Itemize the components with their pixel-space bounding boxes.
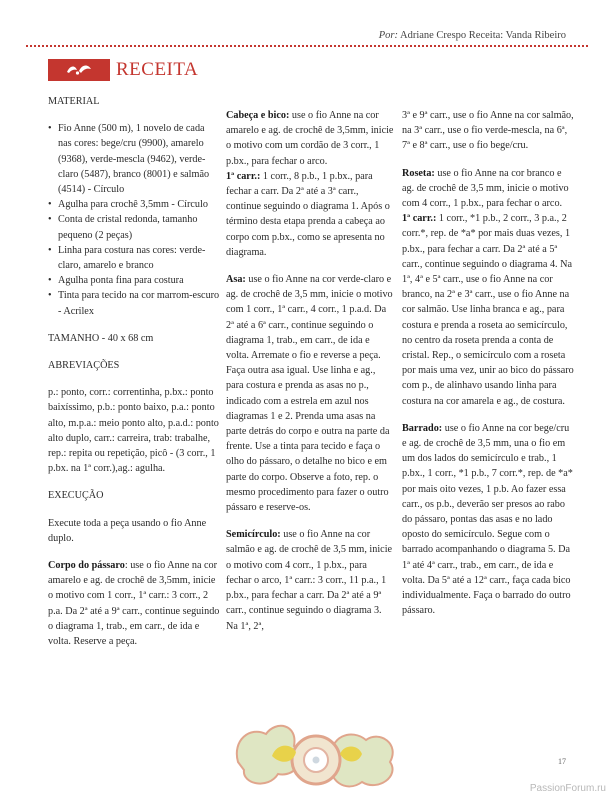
roseta-carr-label: 1ª carr.: <box>402 213 437 225</box>
list-item: • Conta de cristal redonda, tamanho pequeno (2 peças) <box>48 212 220 242</box>
abreviacoes-text: p.: ponto, corr.: correntinha, p.bx.: ponto baixíssimo, p.b.: ponto baixo, p.a.: ponto alto, m.p.a.: meio ponto alto, p.a.d.: ponto alto duplo, carr.: carreira, trab: trabalhe, rep.: repita ou repetição, picô - (3 corr., 1 p.bx. na 1ª corr.),ag.: agulha. <box>48 387 219 475</box>
column-3 <box>402 108 574 631</box>
asa-text: use o fio Anne na cor verde-claro e ag. de crochê de 3,5 mm, inicie o motivo com 1 corr., 1ª carr., 4 corr., 1 p.a.d. Da 2ª até a 6ª carr., continue seguindo o diagrama 1, trab., em carr., de ida e volta. Arremate o fio e reverse a peça. Faça outra asa igual. Use linha e ag., para costura e prenda as asas no p., indicado com a estrela em azul nos diagramas 1 e 2. Prenda uma asas na parte detrás do corpo e outra na parte da frente. Use a tinta para tecido e faça o olho do pássaro, o detalhe no bico e em parte do corpo. Observe a foto, rep. o mesmo procedimento para fazer o outro pássaro e reserve-os. <box>226 274 393 514</box>
cabeca-paragraph <box>226 108 394 260</box>
roseta-text: use o fio Anne na cor branco e ag. de crochê de 3,5 mm, inicie o motivo com 4 corr., 1 p.bx., para fechar o arco. <box>402 167 569 210</box>
column-2 <box>226 108 394 646</box>
corpo-paragraph <box>48 558 220 649</box>
roseta-paragraph <box>402 166 574 409</box>
continuation-text: 3ª e 9ª carr., use o fio Anne na cor salmão, na 3ª carr., use o fio verde-mescla, na 6ª, 7ª e 8ª carr., use o fio bege/cru. <box>402 110 574 152</box>
column-1 <box>48 94 220 661</box>
materials-list <box>48 121 220 319</box>
header-credits: Adriane Crespo Receita: Vanda Ribeiro <box>399 30 566 41</box>
page-number: 17 <box>558 757 566 766</box>
corpo-text: : use o fio Anne na cor amarelo e ag. de crochê de 3,5mm, inicie o motivo com 1 corr., 1ª carr.: 3 corr., 2 p.a. Da 2ª até a 9ª carr., continue seguindo o diagrama 1, trab., em carr., de ida e volta. Reserve a peça. <box>48 560 220 648</box>
list-item: • Tinta para tecido na cor marrom-escuro - Acrilex <box>48 288 220 318</box>
semicirculo-text: use o fio Anne na cor salmão e ag. de crochê de 3,5 mm, inicie o motivo com 4 corr., 1 p.bx., para fechar o arco, 1ª carr.: 3 corr., 11 p.a., 1 p.bx., para fechar a carr. Da 2ª até a 9ª carr., continue seguindo o diagrama 3. Na 1ª, 2ª, <box>226 529 393 632</box>
section-heading <box>48 58 198 82</box>
header-by-label: Por: <box>378 30 398 41</box>
list-item: • Agulha para crochê 3,5mm - Círculo <box>48 197 220 212</box>
execucao-heading: EXECUÇÃO <box>48 490 104 502</box>
semicirculo-paragraph <box>226 527 394 633</box>
cabeca-carr-label: 1ª carr.: <box>226 170 261 182</box>
material-heading: MATERIAL <box>48 96 100 107</box>
execucao-text: Execute toda a peça usando o fio Anne duplo. <box>48 517 207 544</box>
asa-paragraph <box>226 272 394 515</box>
semicirculo-label: Semicírculo: <box>226 529 281 541</box>
tamanho-text: TAMANHO - 40 x 68 cm <box>48 332 154 344</box>
page-header <box>379 30 566 41</box>
section-bar <box>48 59 110 81</box>
crochet-circle-center <box>292 736 340 784</box>
header-divider <box>26 45 588 47</box>
abreviacoes-heading: ABREVIAÇÕES <box>48 360 120 372</box>
crochet-photo <box>228 700 404 800</box>
list-item: • Fio Anne (500 m), 1 novelo de cada nas cores: bege/cru (9900), amarelo (9368), verde-mescla (9462), verde-claro (5487), branco (8001) e salmão (4514) - Círculo <box>48 121 220 197</box>
list-item: • Linha para costura nas cores: verde-claro, amarelo e branco <box>48 243 220 273</box>
corpo-label: Corpo do pássaro <box>48 560 125 572</box>
barrado-text: use o fio Anne na cor bege/cru e ag. de crochê de 3,5 mm, una o fio em um dos lados do semicírculo e trab., 1 p.bx., 1 corr., *1 p.b., 7 corr.*, rep. de *a* por mais oito vezes, 1 p.b. Ao fazer essa carr., os p.b., deverão ser presos ao rabo do pássaro, pontas das asas e no lado oposto do semicírculo. Segue com o barrado acompanhando o diagrama 5. Da 1ª até 4ª carr., trab., em carr., de ida e volta. Da 5ª até a 12ª carr., faça cada bico individualmente. Faça o barrado do outro pássaro. <box>402 422 573 617</box>
list-item: • Agulha ponta fina para costura <box>48 273 220 288</box>
roseta-label: Roseta: <box>402 167 435 179</box>
birds-logo-icon <box>64 63 94 77</box>
barrado-label: Barrado: <box>402 422 443 434</box>
watermark: PassionForum.ru <box>529 783 606 794</box>
cabeca-text: use o fio Anne na cor amarelo e ag. de crochê de 3,5mm, inicie o motivo com um cordão de 3 corr., 1 p.bx., para fechar o arco. <box>226 110 394 167</box>
roseta-carr-text: 1 corr., *1 p.b., 2 corr., 3 p.a., 2 corr.*, rep. de *a* por mais duas vezes, 1 p.bx., para fechar a carr. Da 2ª até a 5ª carr., continue seguindo o diagrama 4. Na 1ª, 4ª e 5ª carr., use o fio Anne na cor branco, na 2ª e 3ª carr., use o fio Anne na cor salmão. Use linha branca e ag., para costura e prenda a roseta ao semicírculo, no centro da roseta prenda a conta de cristal. Rep., o semicírculo com a roseta por mais uma vez, unir ao bico do pássaro com p., de alinhavo usando linha para costura na cor amarela e ag., de costura. <box>402 213 574 407</box>
cabeca-label: Cabeça e bico: <box>226 110 290 121</box>
asa-label: Asa: <box>226 274 246 286</box>
cabeca-carr-text: 1 corr., 8 p.b., 1 p.bx., para fechar a carr. Da 2ª até a 3ª carr., continue seguindo o diagrama 1. Após o término desta etapa prenda a cabeça ao corpo com p.bx., como se apresenta no diagrama. <box>226 170 390 258</box>
barrado-paragraph <box>402 421 574 619</box>
section-title: RECEITA <box>116 59 199 80</box>
